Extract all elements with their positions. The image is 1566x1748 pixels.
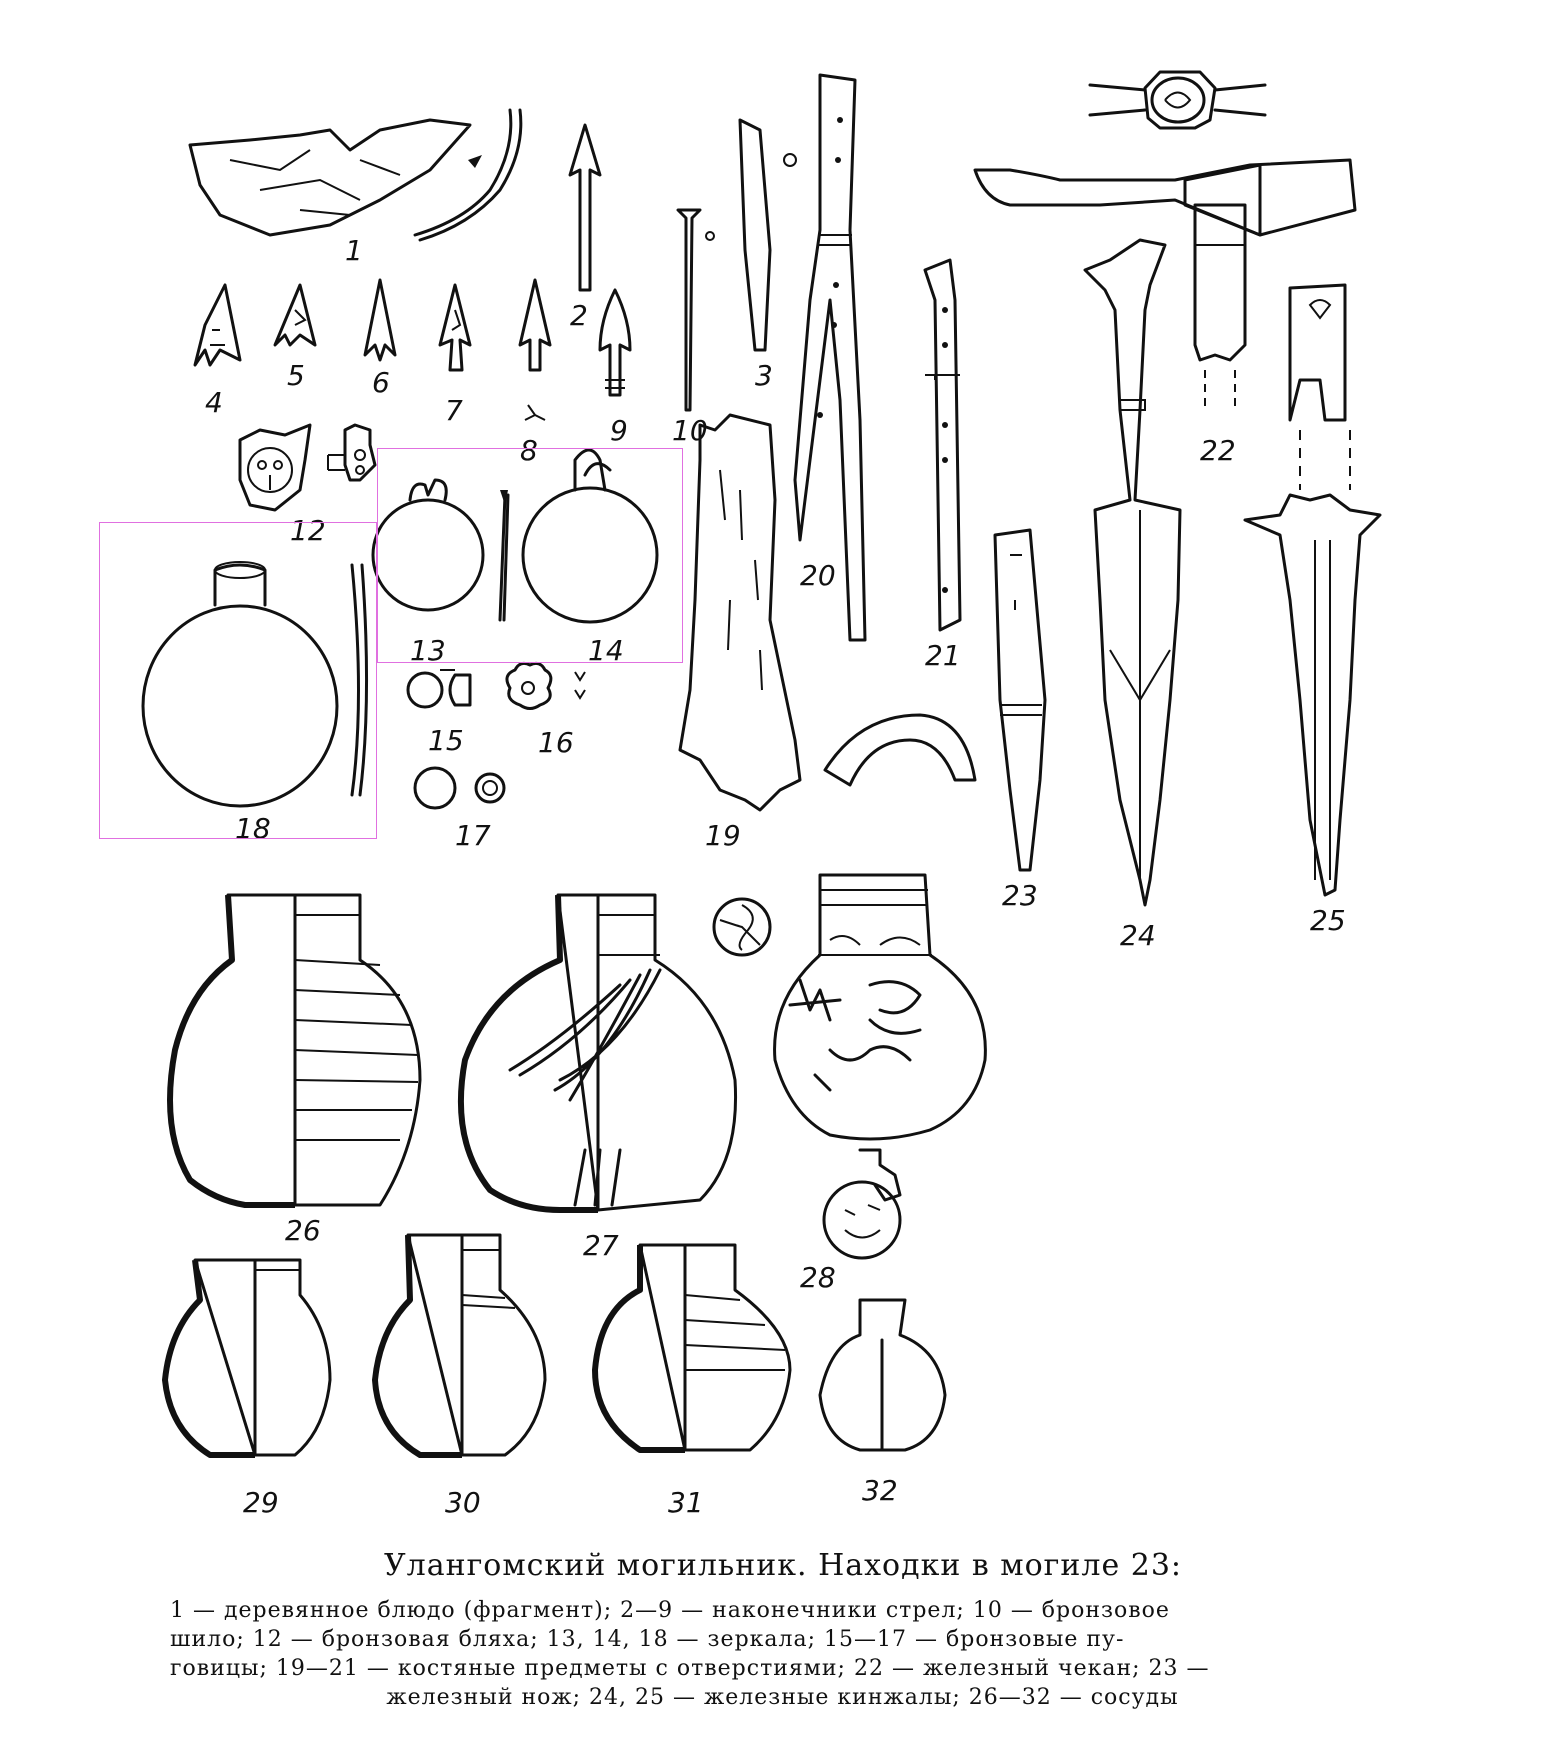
item-22-iron-pick	[975, 72, 1355, 467]
caption-line-1: 1 — деревянное блюдо (фрагмент); 2—9 — наконечники стрел; 10 — бронзовое	[170, 1598, 1170, 1623]
label-27: 27	[583, 1229, 619, 1262]
caption-text	[170, 1596, 1395, 1712]
item-12-bronze-plaque	[240, 425, 375, 547]
label-24: 24	[1120, 919, 1156, 952]
caption-line-3: говицы; 19—21 — костяные предметы с отверстиями; 22 — железный чекан; 23 —	[170, 1656, 1210, 1681]
caption-title: Улангомский могильник. Находки в могиле 23:	[383, 1548, 1183, 1583]
item-19-bone	[680, 415, 800, 852]
item-27-vessel	[461, 895, 736, 1262]
label-13: 13	[410, 634, 446, 667]
label-5: 5	[287, 359, 305, 392]
label-25: 25	[1310, 904, 1346, 937]
item-1-wooden-dish	[190, 110, 521, 267]
label-15: 15	[428, 724, 464, 757]
item-25-iron-dagger	[1245, 285, 1380, 937]
label-14: 14	[588, 634, 624, 667]
label-31: 31	[668, 1486, 704, 1519]
item-28-decorated-vessel	[714, 875, 985, 1294]
label-21: 21	[925, 639, 961, 672]
label-2: 2	[570, 299, 588, 332]
item-13-mirror	[373, 480, 508, 667]
items-15-17-bronze-buttons	[408, 663, 585, 852]
item-2-arrowhead	[570, 125, 600, 332]
label-4: 4	[205, 386, 223, 419]
label-12: 12	[290, 514, 326, 547]
label-9: 9	[610, 414, 628, 447]
label-6: 6	[372, 366, 390, 399]
label-30: 30	[445, 1486, 481, 1519]
label-23: 23	[1002, 879, 1038, 912]
item-23-iron-knife	[995, 530, 1045, 912]
item-26-vessel	[170, 895, 420, 1247]
caption-line-2: шило; 12 — бронзовая бляха; 13, 14, 18 — зеркала; 15—17 — бронзовые пу-	[170, 1627, 1125, 1652]
label-7: 7	[445, 394, 463, 427]
label-26: 26	[285, 1214, 321, 1247]
item-24-iron-dagger	[1085, 240, 1180, 952]
item-10-bronze-awl	[672, 210, 714, 447]
item-18-mirror	[143, 562, 367, 845]
item-crescent-fragment	[825, 715, 975, 785]
label-10: 10	[672, 414, 708, 447]
item-14-mirror	[523, 450, 657, 667]
label-16: 16	[538, 726, 574, 759]
label-17: 17	[455, 819, 491, 852]
item-20-bone-object	[795, 75, 865, 640]
item-21-bone-strip	[925, 260, 961, 672]
label-28: 28	[800, 1261, 836, 1294]
label-3: 3	[755, 359, 773, 392]
label-29: 29	[243, 1486, 279, 1519]
label-20: 20	[800, 559, 836, 592]
label-22: 22	[1200, 434, 1236, 467]
label-19: 19	[705, 819, 741, 852]
items-4-9-arrowheads	[195, 280, 630, 467]
label-32: 32	[862, 1474, 898, 1507]
caption-line-4: железный нож; 24, 25 — железные кинжалы; 26—32 — сосуды	[386, 1685, 1179, 1710]
label-18: 18	[235, 812, 271, 845]
label-1: 1	[345, 234, 363, 267]
label-8: 8	[520, 434, 538, 467]
item-3-blade	[740, 120, 796, 392]
